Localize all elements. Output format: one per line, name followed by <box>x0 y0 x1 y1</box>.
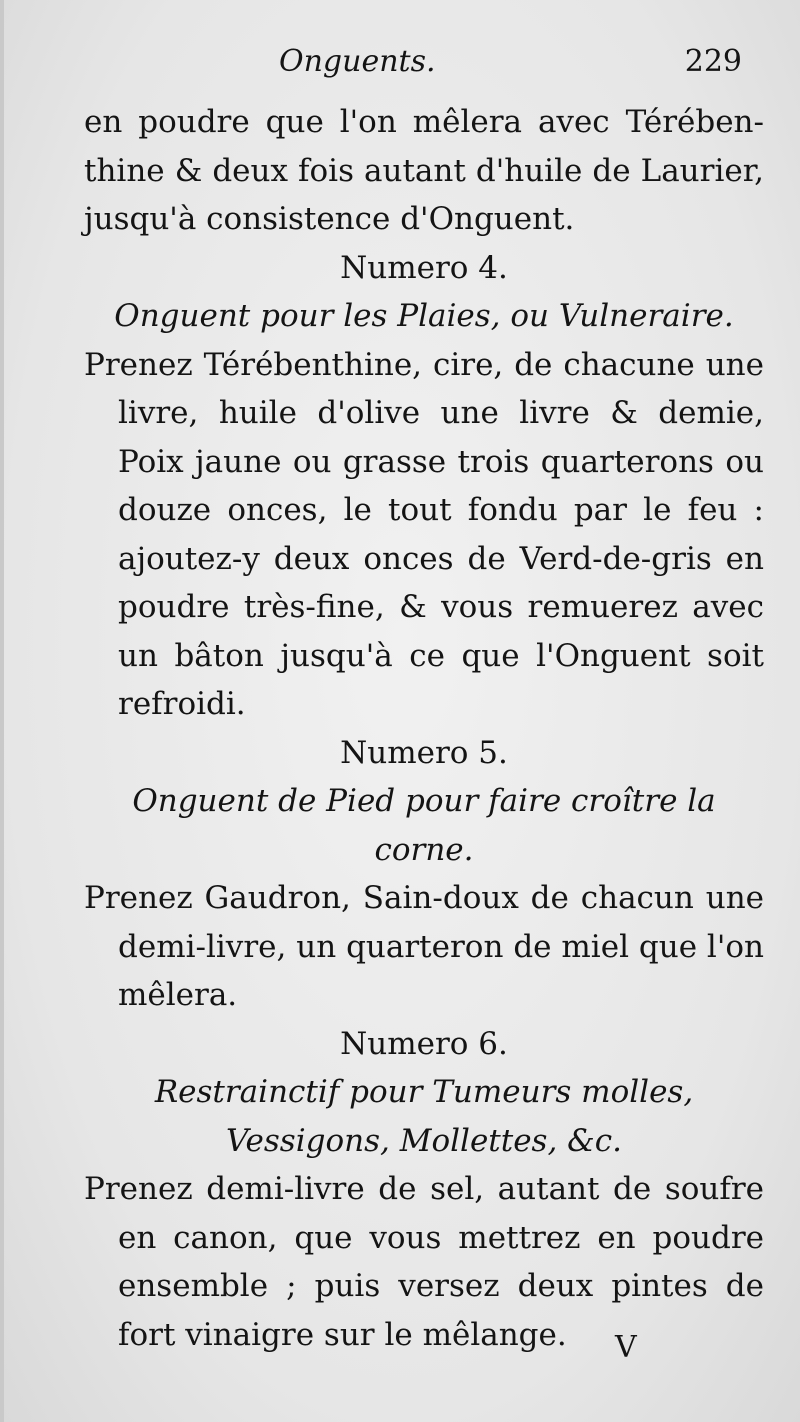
recipe-paragraph-5: Prenez Gaudron, Sain-doux de chacun une demi-livre, un quarteron de miel que l'on mêlera. <box>84 880 764 1013</box>
catchword: V <box>615 1330 637 1365</box>
section-heading-4: Numero 4. <box>340 249 508 286</box>
section-title-4: Onguent pour les Plaies, ou Vulneraire. <box>114 298 734 334</box>
page-number: 229 <box>684 44 742 79</box>
section-title-6: Restrainctif pour Tumeurs molles, Vessigons, Mollettes, &c. <box>154 1074 694 1159</box>
continuation-paragraph: en poudre que l'on mêlera avec Térében-thine & deux fois autant d'huile de Laurier, jusqu'à consistence d'Onguent. <box>84 104 764 237</box>
recipe-paragraph-4: Prenez Térébenthine, cire, de chacune une livre, huile d'olive une livre & demie, Poix jaune ou grasse trois quarterons ou douze onces, le tout fondu par le feu : ajoutez-y deux onces de Verd-de-gris en poudre très-fine, & vous remuerez avec un bâton jusqu'à ce que l'Onguent soit refroidi. <box>84 346 764 722</box>
section-title-5: Onguent de Pied pour faire croître la corne. <box>132 783 716 868</box>
recipe-paragraph-6: Prenez demi-livre de sel, autant de soufre en canon, que vous mettrez en poudre ensemble ; puis versez deux pintes de fort vinaigre sur le mêlange. <box>84 1171 764 1353</box>
page-header <box>4 44 800 94</box>
section-heading-6: Numero 6. <box>340 1025 508 1062</box>
section-heading-5: Numero 5. <box>340 734 508 771</box>
running-title: Onguents. <box>279 44 436 79</box>
page-body <box>84 98 764 1359</box>
